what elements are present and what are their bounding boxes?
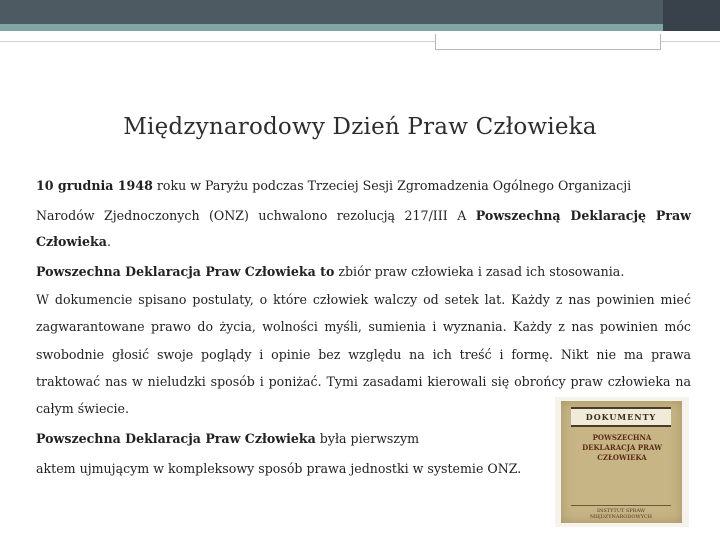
p3-line2: zagwarantowane prawo do życia, wolności myśli, sumienia i wyznania. Każdy z nas powinien móc xyxy=(36,319,691,334)
header-tab xyxy=(435,34,661,50)
p2-text: zbiór praw człowieka i zasad ich stosowania. xyxy=(334,264,625,279)
p2-bold: Powszechna Deklaracja Praw Człowieka to xyxy=(36,264,335,279)
book-title-label: POWSZECHNA DEKLARACJA PRAW CZŁOWIEKA xyxy=(582,433,662,462)
p1-line1 xyxy=(36,178,631,193)
p1-date: 10 grudnia 1948 xyxy=(36,178,153,193)
book-footer-label: INSTYTUT SPRAW MIĘDZYNARODOWYCH xyxy=(571,505,671,520)
p2-line xyxy=(36,264,624,279)
top-dark-bar xyxy=(0,0,720,24)
p1-line3-end: . xyxy=(106,234,111,249)
p4-line1 xyxy=(36,431,419,446)
slide-title: Międzynarodowy Dzień Praw Człowieka xyxy=(123,114,597,140)
p3-line1: W dokumencie spisano postulaty, o które człowiek walczy od setek lat. Każdy z nas powinien mieć xyxy=(36,292,691,307)
p3-line3: swobodnie głosić swoje poglądy i opinie bez względu na ich treść i formę. Nikt nie ma prawa xyxy=(36,347,691,362)
p1-line3 xyxy=(36,234,111,249)
p3-line4: traktować nas w nieludzki sposób i poniżać. Tymi zasadami kierowali się obrońcy praw człowieka na xyxy=(36,374,691,389)
p4-line2: aktem ujmującym w kompleksowy sposób prawa jednostki w systemie ONZ. xyxy=(36,461,522,476)
p1-line2-text: Narodów Zjednoczonych (ONZ) uchwalono rezolucją 217/III A xyxy=(36,208,476,223)
p1-line3-bold: Człowieka xyxy=(36,234,107,249)
p3-line5: całym świecie. xyxy=(36,401,129,416)
top-teal-bar xyxy=(0,24,720,31)
p1-line2-bold: Powszechną Deklarację Praw xyxy=(475,208,692,223)
book-header-label: DOKUMENTY xyxy=(571,407,671,427)
p1-line2 xyxy=(36,208,691,223)
p4-text: była pierwszym xyxy=(315,431,420,446)
p4-bold: Powszechna Deklaracja Praw Człowieka xyxy=(36,431,316,446)
book-cover-image xyxy=(561,401,682,523)
p1-line1-text: roku w Paryżu podczas Trzeciej Sesji Zgromadzenia Ogólnego Organizacji xyxy=(152,178,632,193)
top-corner-block xyxy=(663,0,720,31)
